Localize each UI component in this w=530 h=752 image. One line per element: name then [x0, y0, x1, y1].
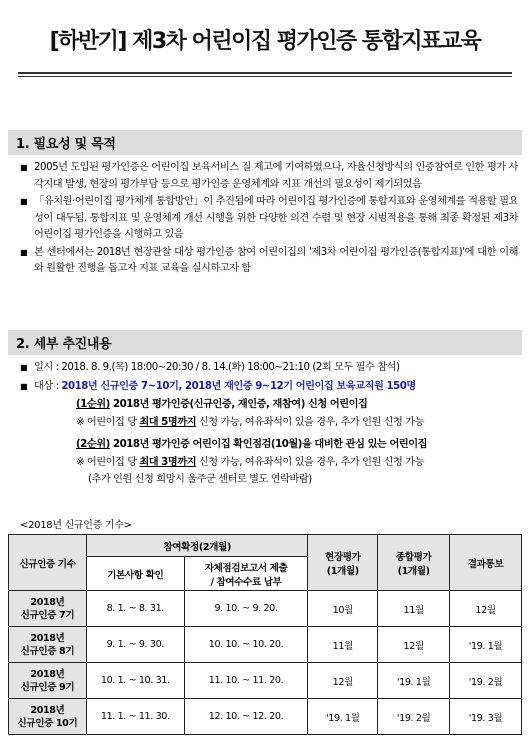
- schedule-table: [8, 534, 522, 735]
- cell-onsite: 11월: [308, 627, 378, 663]
- header-overall-line2: (1개월): [397, 565, 430, 577]
- cell-basic: 10. 1. ~ 10. 31.: [86, 663, 184, 699]
- square-bullet-icon: ■: [20, 163, 28, 172]
- header-onsite-line1: 현장평가: [325, 551, 361, 563]
- target-line: [10, 379, 518, 396]
- priority-1-line: [10, 397, 518, 414]
- title-double-rule: [18, 72, 512, 77]
- cell-onsite: '19. 1월: [308, 699, 378, 735]
- priority-2-label: (2순위): [76, 439, 110, 450]
- priority-1-label: (1순위): [76, 399, 110, 410]
- note-emphasis: 최대 3명까지: [139, 456, 197, 468]
- note-text: ※ 어린이집 당: [76, 456, 140, 468]
- row-term-name: 신규인증 9기: [20, 681, 75, 693]
- purpose-bullet: [10, 160, 518, 193]
- header-overall: [378, 535, 450, 591]
- priority-2-line: [10, 437, 518, 454]
- cell-self: 12. 10. ~ 12. 20.: [184, 699, 308, 735]
- cell-basic: 9. 1. ~ 9. 30.: [86, 627, 184, 663]
- cell-overall: '19. 1월: [378, 663, 450, 699]
- cell-result: '19. 2월: [450, 663, 522, 699]
- row-year: 2018년: [30, 632, 65, 644]
- table-row: [9, 627, 522, 663]
- header-basic: 기본사항 확인: [86, 557, 184, 591]
- row-term-name: 신규인증 7기: [20, 609, 75, 621]
- square-bullet-icon: ■: [20, 197, 28, 206]
- row-term: [9, 699, 87, 735]
- header-onsite: [308, 535, 378, 591]
- row-year: 2018년: [30, 596, 65, 608]
- section-heading-text: 1. 필요성 및 목적: [16, 137, 116, 152]
- purpose-bullets: [10, 160, 518, 278]
- row-term: [9, 591, 87, 627]
- cell-basic: 8. 1. ~ 8. 31.: [86, 591, 184, 627]
- cell-result: '19. 1월: [450, 627, 522, 663]
- note-text: 신청 가능, 여유좌석이 있을 경우, 추가 인원 신청 가능: [196, 456, 424, 468]
- row-term: [9, 663, 87, 699]
- note-text: 신청 가능, 여유좌석이 있을 경우, 추가 인원 신청 가능: [196, 416, 424, 428]
- priority-1-text: 2018년 평가인증(신규인증, 재인증, 재참여) 신청 어린이집: [109, 399, 368, 410]
- document-title-area: [10, 22, 520, 78]
- section-heading-text: 2. 세부 추진내용: [16, 337, 112, 352]
- header-self-line1: 자체점검보고서 제출: [204, 562, 288, 574]
- date-text: 일시 : 2018. 8. 9.(목) 18:00~20:30 / 8. 14.(화) 18:00~21:10 (2회 모두 필수 참석): [34, 362, 400, 373]
- bullet-text: 본 센터에서는 2018년 현장관찰 대상 평가인증 참여 어린이집의 '제3차 어린이집 평가인증(통합지표)'에 대한 이해와 원활한 진행을 돕고자 지표 교육을 실시하고자 함: [34, 246, 518, 274]
- row-term: [9, 627, 87, 663]
- table-row: [9, 663, 522, 699]
- bullet-text: 「유치원·어린이집 평가체계 통합방안」이 추진됨에 따라 어린이집 평가인증에 통합지표와 운영체계를 적용할 필요성이 대두됨. 통합지표 및 운영체계 개선 시행을 위한 다양한 의견 수렴 및 현장 시범적용을 통해 최종 확정된 제3차 어린이집 평가인증을 시행하고 있음: [34, 196, 518, 240]
- cell-onsite: 10월: [308, 591, 378, 627]
- bullet-text: 2005년 도입된 평가인증은 어린이집 보육서비스 질 제고에 기여하였으나, 자율신청방식의 인증참여로 인한 평가 사각지대 발생, 현장의 평가부담 등으로 평가인증 운영체계와 지표 개선의 필요성이 제기되었음: [34, 162, 518, 190]
- cell-basic: 11. 1. ~ 11. 30.: [86, 699, 184, 735]
- target-prefix: 대상 :: [34, 380, 62, 392]
- cell-overall: 11월: [378, 591, 450, 627]
- note-text: ※ 어린이집 당: [76, 416, 140, 428]
- note-emphasis: 최대 5명까지: [139, 416, 197, 428]
- header-term: 신규인증 기수: [9, 535, 87, 591]
- cell-result: 12월: [450, 591, 522, 627]
- cell-onsite: 12월: [308, 663, 378, 699]
- header-overall-line1: 종합평가: [395, 551, 432, 563]
- row-term-name: 신규인증 8기: [20, 645, 75, 657]
- header-self-check: [184, 557, 308, 591]
- cell-overall: 12월: [378, 627, 450, 663]
- row-term-name: 신규인증 10기: [17, 717, 78, 729]
- square-bullet-icon: ■: [20, 363, 28, 372]
- row-year: 2018년: [30, 668, 65, 680]
- extra-note-text: (추가 인원 신청 희망시 울주군 센터로 별도 연락바람): [88, 474, 312, 485]
- extra-contact-note: [10, 472, 518, 489]
- header-participation-group: 참여확정(2개월): [86, 535, 308, 557]
- target-text: 2018년 신규인증 7~10기, 2018년 재인증 9~12기 어린이집 보육교직원 150명: [61, 380, 416, 392]
- header-onsite-line2: (1개월): [326, 565, 359, 577]
- cell-self: 10. 10. ~ 10. 20.: [184, 627, 308, 663]
- details-block: [10, 360, 518, 489]
- date-line: [10, 360, 518, 377]
- cell-result: '19. 3월: [450, 699, 522, 735]
- purpose-bullet: [10, 194, 518, 244]
- section-heading-purpose: [8, 130, 522, 155]
- priority-1-note: [10, 415, 518, 432]
- square-bullet-icon: ■: [20, 381, 28, 391]
- table-row: [9, 591, 522, 627]
- header-self-line2: / 참여수수료 납부: [210, 576, 282, 588]
- cell-self: 11. 10. ~ 11. 20.: [184, 663, 308, 699]
- purpose-bullet: [10, 245, 518, 278]
- square-bullet-icon: ■: [20, 247, 28, 257]
- cell-self: 9. 10. ~ 9. 20.: [184, 591, 308, 627]
- row-year: 2018년: [30, 704, 65, 716]
- page-title: [하반기] 제3차 어린이집 평가인증 통합지표교육: [49, 29, 481, 54]
- table-row: [9, 699, 522, 735]
- section-heading-details: [8, 330, 522, 355]
- priority-2-text: 2018년 평가인증 어린이집 확인점검(10월)을 대비한 관심 있는 어린이집: [109, 439, 428, 450]
- priority-2-note: [10, 455, 518, 472]
- cell-overall: '19. 2월: [378, 699, 450, 735]
- table-caption: <2018년 신규인증 기수>: [20, 520, 132, 531]
- header-result: 결과통보: [450, 535, 522, 591]
